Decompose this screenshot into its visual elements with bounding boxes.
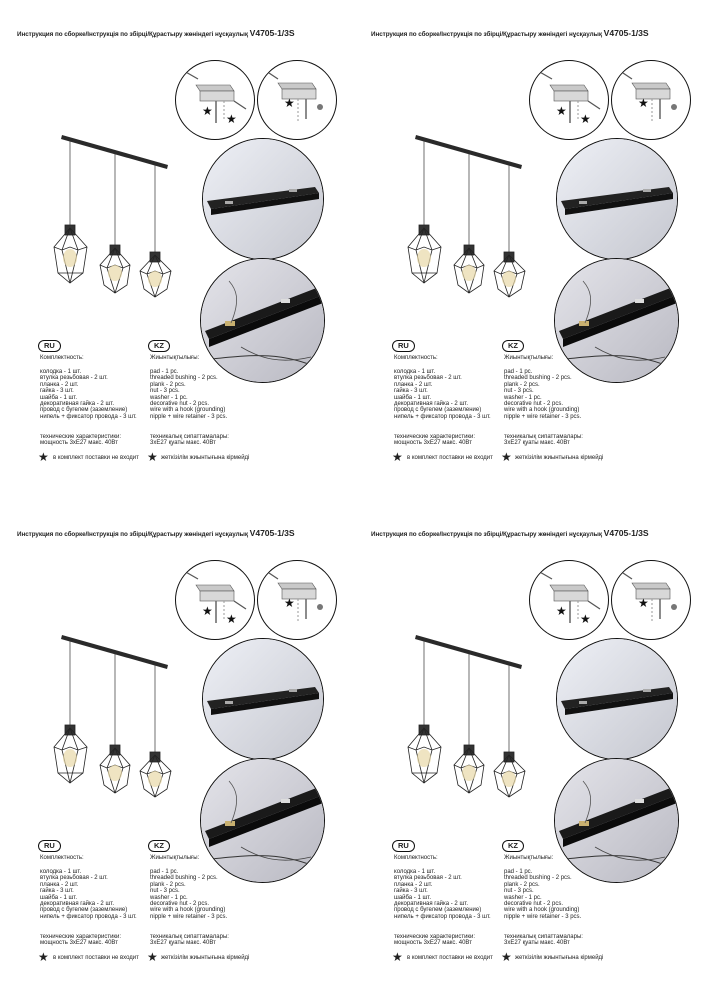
list-item: втулка резьбовая - 2 шт. (40, 875, 108, 882)
ru-specs (40, 934, 121, 947)
kz-language-badge: KZ (502, 840, 524, 852)
kz-set-header: Жиынтықтылығы: (150, 355, 200, 361)
kz-parts-list (504, 869, 581, 920)
kz-not-included-note: жеткізілім жиынтығына кірмейді (161, 955, 250, 961)
list-item: колодка - 1 шт. (40, 369, 82, 375)
mounting-plate-photo (556, 138, 678, 260)
svg-text:★: ★ (556, 604, 567, 618)
kz-not-included-note: жеткізілім жиынтығына кірмейді (161, 455, 250, 461)
svg-text:★: ★ (638, 596, 649, 610)
list-item: гайка - 3 шт. (40, 388, 74, 395)
list-item: декоративная гайка - 2 шт. (40, 901, 115, 908)
mounting-detail-circle-2 (611, 60, 691, 140)
mounting-detail-circle-2 (257, 560, 337, 640)
list-item: декоративная гайка - 2 шт. (394, 901, 469, 908)
mounting-plate-photo (556, 638, 678, 760)
mounting-detail-circle-1 (529, 560, 609, 640)
svg-text:★: ★ (556, 104, 567, 118)
list-item: колодка - 1 шт. (40, 869, 82, 875)
ru-language-badge: RU (38, 340, 61, 352)
kz-not-included-note: жеткізілім жиынтығына кірмейді (515, 455, 604, 461)
list-item: гайка - 3 шт. (394, 888, 428, 895)
list-item: wire with a hook (grounding) (150, 407, 226, 414)
list-item: threaded bushing - 2 pcs. (504, 875, 572, 882)
ru-specs (394, 934, 475, 947)
list-item: провод с бугелем (заземление) (394, 907, 482, 914)
ru-not-included-note: в комплект поставки не входит (407, 955, 493, 961)
ru-specs (40, 434, 121, 447)
spec-header: техникалық сипаттамалары: (150, 934, 229, 940)
mounting-detail-circle-1 (529, 60, 609, 140)
list-item: washer - 1 pc. (504, 394, 542, 401)
wired-plate-photo (554, 258, 679, 383)
list-item: pad - 1 pc. (504, 369, 533, 375)
ru-set-header: Комплектность: (394, 855, 438, 861)
list-item: nipple + wire retainer - 3 pcs. (150, 913, 228, 920)
ru-not-included-note: в комплект поставки не входит (53, 455, 139, 461)
list-item: колодка - 1 шт. (394, 869, 436, 875)
mounting-detail-circle-1 (175, 560, 255, 640)
instruction-title: Инструкция по сборке/Інструкція по збірці/Құрастыру жөніндегі нұсқаулық V4705-1/3S (17, 528, 295, 538)
svg-text:★: ★ (284, 596, 295, 610)
list-item: шайба - 1 шт. (40, 394, 78, 401)
spec-header: технические характеристики: (40, 434, 122, 440)
spec-header: техникалық сипаттамалары: (150, 434, 229, 440)
list-item: колодка - 1 шт. (394, 369, 436, 375)
svg-text:★: ★ (202, 104, 213, 118)
spec-value: мощность 3хЕ27 макс. 40Вт (394, 940, 472, 947)
list-item: нипель + фиксатор провода - 3 шт. (40, 413, 137, 420)
ru-set-header: Комплектность: (394, 355, 438, 361)
ru-parts-list (394, 869, 491, 920)
mounting-detail-circle-1 (175, 60, 255, 140)
chandelier-illustration (394, 625, 544, 800)
ru-language-badge: RU (38, 840, 61, 852)
star-icon: ★ (501, 450, 512, 464)
kz-parts-list (150, 369, 227, 420)
kz-not-included-note: жеткізілім жиынтығына кірмейді (515, 955, 604, 961)
svg-text:★: ★ (580, 112, 591, 126)
list-item: plank - 2 pcs. (150, 381, 186, 388)
spec-value: 3хЕ27 қуаты макс. 40Вт (150, 440, 216, 447)
spec-header: техникалық сипаттамалары: (504, 934, 583, 940)
mounting-plate-photo (202, 138, 324, 260)
instruction-panel-bottom-right (354, 500, 707, 1000)
kz-language-badge: KZ (502, 340, 524, 352)
list-item: pad - 1 pc. (504, 869, 533, 875)
list-item: нипель + фиксатор провода - 3 шт. (394, 913, 491, 920)
svg-text:★: ★ (580, 612, 591, 626)
list-item: washer - 1 pc. (504, 894, 542, 901)
instruction-title: Инструкция по сборке/Інструкція по збірці/Құрастыру жөніндегі нұсқаулық V4705-1/3S (371, 528, 649, 538)
list-item: втулка резьбовая - 2 шт. (394, 375, 462, 382)
instruction-panel-top-right (354, 0, 707, 500)
mounting-detail-circle-2 (611, 560, 691, 640)
list-item: wire with a hook (grounding) (150, 907, 226, 914)
star-icon: ★ (38, 950, 49, 964)
kz-specs (504, 934, 583, 947)
wired-plate-photo (200, 258, 325, 383)
list-item: гайка - 3 шт. (394, 388, 428, 395)
kz-set-header: Жиынтықтылығы: (504, 855, 554, 861)
list-item: втулка резьбовая - 2 шт. (40, 375, 108, 382)
star-icon: ★ (392, 450, 403, 464)
list-item: nut - 3 pcs. (504, 888, 534, 895)
svg-text:★: ★ (284, 96, 295, 110)
chandelier-illustration (394, 125, 544, 300)
list-item: washer - 1 pc. (150, 894, 188, 901)
kz-language-badge: KZ (148, 840, 170, 852)
kz-parts-list (504, 369, 581, 420)
ru-set-header: Комплектность: (40, 855, 84, 861)
wired-plate-photo (554, 758, 679, 883)
kz-set-header: Жиынтықтылығы: (150, 855, 200, 861)
spec-header: технические характеристики: (394, 434, 476, 440)
instruction-title: Инструкция по сборке/Інструкція по збірці/Құрастыру жөніндегі нұсқаулық V4705-1/3S (17, 28, 295, 38)
list-item: wire with a hook (grounding) (504, 407, 580, 414)
ru-parts-list (40, 869, 137, 920)
list-item: nut - 3 pcs. (150, 388, 180, 395)
list-item: pad - 1 pc. (150, 869, 179, 875)
ru-parts-list (394, 369, 491, 420)
list-item: wire with a hook (grounding) (504, 907, 580, 914)
list-item: шайба - 1 шт. (394, 394, 432, 401)
list-item: втулка резьбовая - 2 шт. (394, 875, 462, 882)
list-item: threaded bushing - 2 pcs. (504, 375, 572, 382)
list-item: pad - 1 pc. (150, 369, 179, 375)
list-item: nut - 3 pcs. (150, 888, 180, 895)
spec-value: 3хЕ27 қуаты макс. 40Вт (150, 940, 216, 947)
list-item: washer - 1 pc. (150, 394, 188, 401)
ru-specs (394, 434, 475, 447)
list-item: decorative nut - 2 pcs. (150, 401, 210, 408)
list-item: plank - 2 pcs. (504, 881, 540, 888)
mounting-plate-photo (202, 638, 324, 760)
kz-specs (150, 934, 229, 947)
star-icon: ★ (147, 950, 158, 964)
spec-value: 3хЕ27 қуаты макс. 40Вт (504, 440, 570, 447)
svg-text:★: ★ (226, 112, 237, 126)
svg-text:★: ★ (638, 96, 649, 110)
ru-not-included-note: в комплект поставки не входит (407, 455, 493, 461)
chandelier-illustration (40, 125, 190, 300)
list-item: nipple + wire retainer - 3 pcs. (504, 413, 582, 420)
svg-text:★: ★ (226, 612, 237, 626)
ru-parts-list (40, 369, 137, 420)
list-item: шайба - 1 шт. (394, 894, 432, 901)
list-item: decorative nut - 2 pcs. (504, 401, 564, 408)
list-item: планка - 2 шт. (40, 881, 79, 888)
list-item: threaded bushing - 2 pcs. (150, 875, 218, 882)
list-item: планка - 2 шт. (394, 381, 433, 388)
instruction-panel-top-left (0, 0, 353, 500)
wired-plate-photo (200, 758, 325, 883)
list-item: провод с бугелем (заземление) (40, 407, 128, 414)
list-item: шайба - 1 шт. (40, 894, 78, 901)
spec-header: техникалық сипаттамалары: (504, 434, 583, 440)
list-item: plank - 2 pcs. (504, 381, 540, 388)
list-item: threaded bushing - 2 pcs. (150, 375, 218, 382)
list-item: нипель + фиксатор провода - 3 шт. (394, 413, 491, 420)
ru-set-header: Комплектность: (40, 355, 84, 361)
ru-not-included-note: в комплект поставки не входит (53, 955, 139, 961)
kz-specs (150, 434, 229, 447)
ru-language-badge: RU (392, 840, 415, 852)
spec-header: технические характеристики: (40, 934, 122, 940)
list-item: nipple + wire retainer - 3 pcs. (150, 413, 228, 420)
chandelier-illustration (40, 625, 190, 800)
star-icon: ★ (501, 950, 512, 964)
instruction-panel-bottom-left (0, 500, 353, 1000)
spec-value: мощность 3хЕ27 макс. 40Вт (394, 440, 472, 447)
kz-specs (504, 434, 583, 447)
list-item: провод с бугелем (заземление) (394, 407, 482, 414)
spec-value: мощность 3хЕ27 макс. 40Вт (40, 440, 118, 447)
spec-value: мощность 3хЕ27 макс. 40Вт (40, 940, 118, 947)
spec-value: 3хЕ27 қуаты макс. 40Вт (504, 940, 570, 947)
kz-set-header: Жиынтықтылығы: (504, 355, 554, 361)
star-icon: ★ (38, 450, 49, 464)
ru-language-badge: RU (392, 340, 415, 352)
list-item: декоративная гайка - 2 шт. (40, 401, 115, 408)
svg-text:★: ★ (202, 604, 213, 618)
list-item: decorative nut - 2 pcs. (150, 901, 210, 908)
list-item: nipple + wire retainer - 3 pcs. (504, 913, 582, 920)
list-item: гайка - 3 шт. (40, 888, 74, 895)
list-item: nut - 3 pcs. (504, 388, 534, 395)
instruction-title: Инструкция по сборке/Інструкція по збірці/Құрастыру жөніндегі нұсқаулық V4705-1/3S (371, 28, 649, 38)
list-item: нипель + фиксатор провода - 3 шт. (40, 913, 137, 920)
kz-language-badge: KZ (148, 340, 170, 352)
list-item: декоративная гайка - 2 шт. (394, 401, 469, 408)
kz-parts-list (150, 869, 227, 920)
star-icon: ★ (392, 950, 403, 964)
spec-header: технические характеристики: (394, 934, 476, 940)
star-icon: ★ (147, 450, 158, 464)
mounting-detail-circle-2 (257, 60, 337, 140)
list-item: decorative nut - 2 pcs. (504, 901, 564, 908)
list-item: plank - 2 pcs. (150, 881, 186, 888)
list-item: планка - 2 шт. (394, 881, 433, 888)
list-item: планка - 2 шт. (40, 381, 79, 388)
list-item: провод с бугелем (заземление) (40, 907, 128, 914)
